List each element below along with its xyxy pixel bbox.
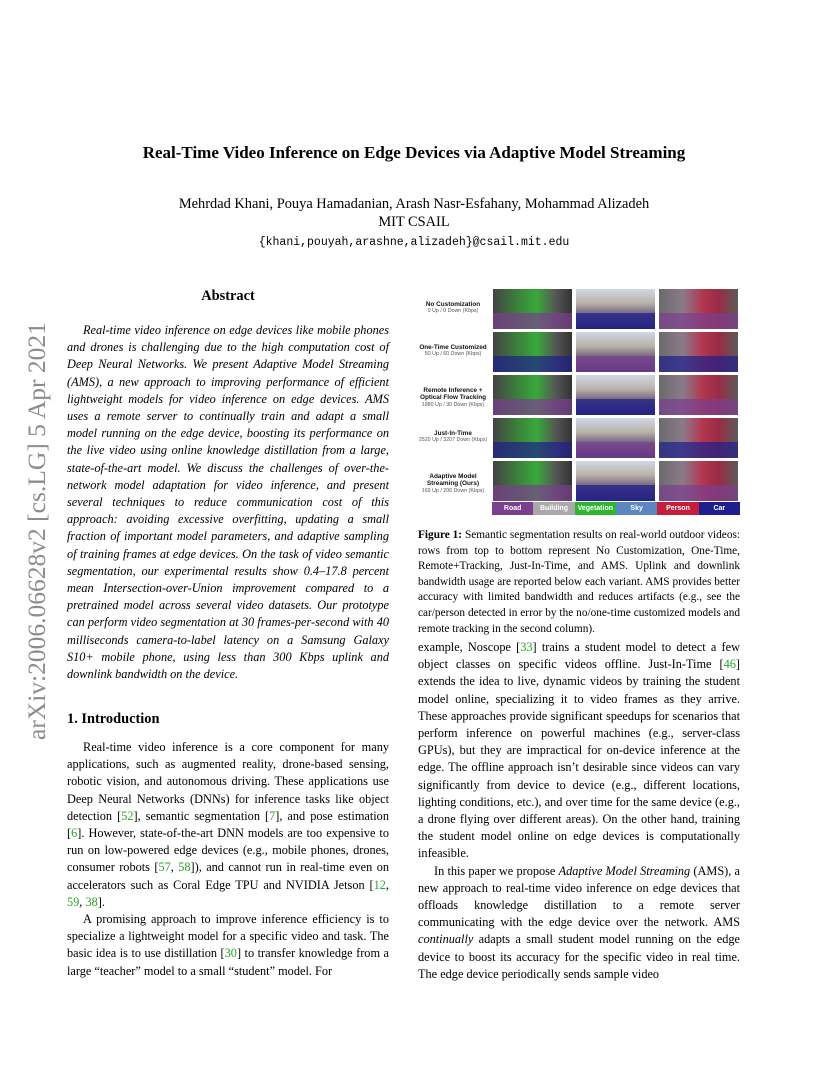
segmentation-thumbnail — [576, 289, 655, 329]
figure-row-label — [414, 301, 492, 315]
citation-link[interactable]: 58 — [178, 860, 191, 875]
author-list: Mehrdad Khani, Pouya Hamadanian, Arash Nasr-Esfahany, Mohammad Alizadeh — [178, 196, 650, 212]
paper-title: Real-Time Video Inference on Edge Devices via Adaptive Model Streaming — [142, 143, 686, 162]
segmentation-thumbnail — [576, 332, 655, 372]
text-run: In this paper we propose — [434, 863, 559, 878]
segmentation-overlay — [576, 442, 655, 458]
segmentation-thumbnail — [576, 418, 655, 458]
segmentation-overlay — [659, 485, 738, 501]
citation-link[interactable]: 12 — [373, 877, 386, 892]
segmentation-overlay — [659, 442, 738, 458]
affiliation: MIT CSAIL — [378, 214, 450, 230]
text-run: ]. — [97, 894, 105, 909]
variant-bandwidth: 1880 Up / 30 Down (Kbps) — [421, 401, 485, 408]
segmentation-overlay — [493, 313, 572, 329]
segmentation-thumbnail — [659, 418, 738, 458]
figure-1-caption — [418, 528, 740, 637]
figure-row-label — [414, 473, 492, 495]
citation-link[interactable]: 59 — [67, 894, 80, 909]
citation-link[interactable]: 33 — [520, 640, 533, 654]
segmentation-thumbnail — [493, 289, 572, 329]
variant-name: Remote Inference + Optical Flow Tracking — [419, 387, 487, 402]
text-run: (AMS), a new approach to real-time video inference on edge devices that offloads knowledge distillation to a remote server communicating with the edge device over the network. AMS — [418, 863, 740, 930]
figure-row-label — [414, 387, 492, 409]
abstract-text: Real-time video inference on edge devices like mobile phones and drones is challenging due to the high computation cost of Deep Neural Networks. We present Adaptive Model Streaming (AMS), a new approach to improving performance of efficient lightweight models for video inference on edge devices. AMS uses a remote server to continually train and adapt a small model running on the edge device, boosting its performance on the live video using online knowledge distillation from a large, state-of-the-art model. We discuss the challenges of over-the-network model adaptation for video inference, and present several techniques to reduce communication cost of this approach: avoiding excessive overfitting, updating a small fraction of important model parameters, and adaptive sampling of training frames at edge devices. On the task of video semantic segmentation, our experimental results show 0.4–17.8 percent mean Intersection-over-Union improvement compared to a pretrained model across several video datasets. Our prototype can perform video segmentation at 30 frames-per-second with 40 milliseconds camera-to-label latency on a Samsung Galaxy S10+ mobile phone, using less than 300 Kbps uplink and downlink bandwidth on the device. — [67, 323, 389, 682]
figure-row-label — [414, 430, 492, 444]
variant-name: Adaptive Model Streaming (Ours) — [426, 473, 480, 488]
figure-legend — [492, 502, 740, 515]
segmentation-thumbnail — [493, 332, 572, 372]
segmentation-overlay — [493, 399, 572, 415]
segmentation-overlay — [659, 313, 738, 329]
text-run: Real-time video inference is a core component for many applications, such as augmented reality, drone-based sensing, robotic vision, and autonomous driving. These applications use Deep Neural Networks (DNNs) for inference tasks like object detection [ — [67, 740, 389, 823]
variant-bandwidth: 0 Up / 0 Down (Kbps) — [427, 308, 479, 315]
emphasis-text: Adaptive Model Streaming — [558, 863, 691, 878]
citation-link[interactable]: 46 — [723, 657, 736, 672]
text-run: ], and pose estimation [ — [67, 808, 389, 841]
author-emails: {khani,pouyah,arashne,alizadeh}@csail.mit.edu — [258, 236, 570, 249]
intro-paragraph-1 — [67, 739, 389, 911]
variant-name: Just-In-Time — [434, 430, 472, 437]
variant-name: No Customization — [425, 301, 481, 308]
text-run: ]), and cannot run in real-time even on accelerators such as Coral Edge TPU and NVIDIA Jetson [ — [67, 860, 389, 892]
text-run: , — [170, 860, 179, 875]
text-run: , — [79, 894, 86, 909]
segmentation-thumbnail — [659, 332, 738, 372]
legend-item: Building — [533, 502, 574, 515]
left-column-body — [67, 739, 389, 980]
segmentation-overlay — [493, 485, 572, 501]
segmentation-overlay — [576, 485, 655, 501]
legend-item: Person — [657, 502, 698, 515]
segmentation-thumbnail — [576, 375, 655, 415]
text-run: ] trains a student model to detect a few object classes on specific videos offline. Just-In-Time [ — [418, 640, 740, 672]
text-run: ] extends the idea to live, dynamic videos by training the student model online, specializing it to video frames as they arrive. These approaches provide significant speedups for scenarios that perform inference on powerful machines (e.g., server-class GPUs), but they are impractical for on-device inference at the edge. The offline approach isn’t desirable since videos can vary significantly from device to device (e.g., different locations, lighting conditions, etc.), and over time for the same device (e.g., a drone flying over different areas). On the other hand, training the student model online on edge devices is computationally infeasible. — [418, 657, 740, 861]
emphasis-text: continually — [418, 932, 474, 947]
variant-name: One-Time Customized — [419, 344, 487, 351]
citation-link[interactable]: 38 — [85, 894, 98, 909]
citation-link[interactable]: 6 — [71, 826, 78, 841]
segmentation-thumbnail — [576, 461, 655, 501]
arxiv-identifier-stamp: arXiv:2006.06628v2 [cs.LG] 5 Apr 2021 — [22, 322, 51, 740]
variant-bandwidth: 169 Up / 206 Down (Kbps) — [421, 487, 485, 494]
abstract-heading: Abstract — [201, 288, 255, 304]
legend-item: Vegetation — [575, 502, 616, 515]
segmentation-overlay — [576, 356, 655, 372]
text-run: ] to transfer knowledge from a large “teacher” model to a small “student” model. For — [67, 946, 389, 978]
segmentation-thumbnail — [493, 418, 572, 458]
segmentation-overlay — [576, 313, 655, 329]
segmentation-thumbnail — [659, 375, 738, 415]
segmentation-overlay — [659, 399, 738, 415]
text-run: ]. However, state-of-the-art DNN models are too expensive to run on low-powered edge devices (e.g., mobile phones, drones, consumer robots [ — [67, 826, 389, 875]
right-paragraph-2 — [418, 863, 740, 983]
segmentation-overlay — [659, 356, 738, 372]
citation-link[interactable]: 7 — [269, 808, 276, 823]
legend-item: Car — [699, 502, 740, 515]
segmentation-overlay — [576, 399, 655, 415]
segmentation-thumbnail — [493, 461, 572, 501]
citation-link[interactable]: 52 — [121, 808, 134, 823]
text-run: ], semantic segmentation [ — [133, 808, 270, 823]
legend-item: Road — [492, 502, 533, 515]
text-run: adapts a small student model running on the edge device to boost its accuracy for the specific video in real time. The edge device periodically sends sample video — [418, 932, 740, 981]
figure-row-label — [414, 344, 492, 358]
citation-link[interactable]: 30 — [224, 946, 237, 961]
variant-bandwidth: 2520 Up / 3207 Down (Kbps) — [418, 437, 488, 444]
section-heading-introduction: 1. Introduction — [67, 711, 160, 727]
figure-caption-label: Figure 1: — [418, 529, 463, 541]
citation-link[interactable]: 57 — [158, 860, 171, 875]
segmentation-thumbnail — [659, 461, 738, 501]
legend-item: Sky — [616, 502, 657, 515]
figure-1 — [414, 289, 740, 517]
intro-paragraph-2 — [67, 911, 389, 980]
variant-bandwidth: 50 Up / 60 Down (Kbps) — [424, 351, 482, 358]
right-paragraph-1 — [418, 639, 740, 863]
text-run: example, Noscope [ — [418, 640, 521, 654]
segmentation-overlay — [493, 356, 572, 372]
figure-caption-text: Semantic segmentation results on real-world outdoor videos: rows from top to bottom represent No Customization, One-Time, Remote+Tracking, Just-In-Time, and AMS. Uplink and downlink bandwidth usage are reported below each variant. AMS provides better accuracy with limited bandwidth and reduces artifacts (e.g., see the car/person detected in error by the no/one-time customized models and remote tracking in the second column). — [418, 529, 741, 635]
text-run: A promising approach to improve inference efficiency is to specialize a lightweight model for a specific video and task. The basic idea is to use distillation [ — [67, 912, 389, 961]
segmentation-thumbnail — [493, 375, 572, 415]
segmentation-thumbnail — [659, 289, 738, 329]
right-column-body — [418, 639, 740, 983]
text-run: , — [385, 877, 389, 892]
segmentation-overlay — [493, 442, 572, 458]
